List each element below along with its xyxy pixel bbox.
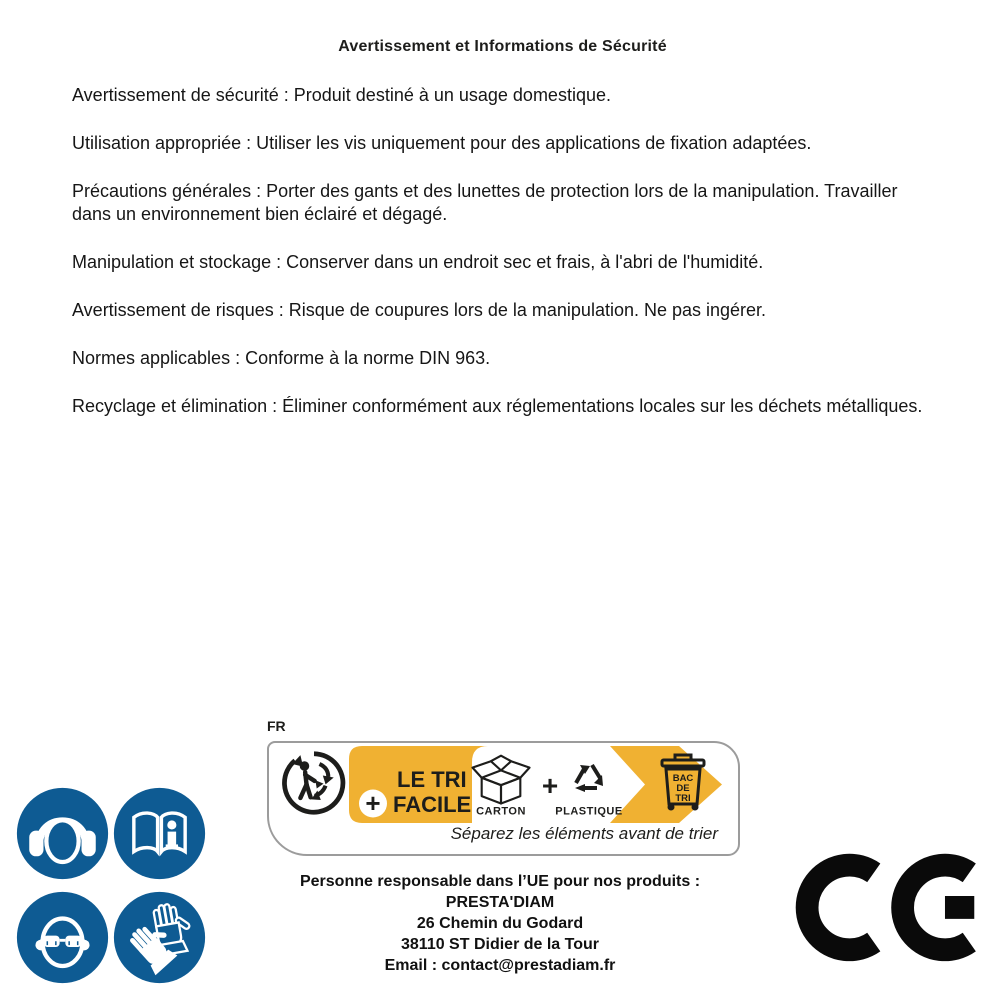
safety-paragraph: Avertissement de sécurité : Produit destiné à un usage domestique. bbox=[72, 85, 611, 105]
safety-icons-grid bbox=[15, 786, 210, 986]
country-code-label: FR bbox=[267, 718, 286, 734]
bin-label-line2: DE bbox=[676, 783, 690, 794]
infotri-plus-badge: + bbox=[365, 788, 381, 818]
materials-separator: + bbox=[541, 770, 559, 801]
sorting-banner bbox=[349, 746, 726, 823]
eu-address-block bbox=[250, 871, 750, 976]
city-line: 38110 ST Didier de la Tour bbox=[401, 936, 599, 953]
infotri-recycling-label bbox=[267, 741, 740, 856]
infotri-headline-line2: FACILE bbox=[393, 792, 472, 817]
safety-paragraph: Avertissement de risques : Risque de coupures lors de la manipulation. Ne pas ingérer. bbox=[72, 300, 767, 320]
triman-recycling-icon bbox=[280, 749, 348, 817]
read-instruction-manual-icon bbox=[112, 786, 207, 881]
responsible-person-line: Personne responsable dans l’UE pour nos produits : bbox=[299, 873, 701, 890]
infotri-headline-line1: LE TRI bbox=[397, 767, 467, 792]
material-label-plastique: PLASTIQUE bbox=[555, 805, 623, 818]
safety-paragraph: Utilisation appropriée : Utiliser les vis uniquement pour des applications de fixation adaptées. bbox=[72, 133, 812, 153]
wear-protective-gloves-icon bbox=[112, 890, 207, 985]
safety-paragraph: Précautions générales : Porter des gants et des lunettes de protection lors de la manipulation. Travailler dans un environnement bien éclairé et dégagé. bbox=[72, 181, 898, 224]
safety-paragraph: Recyclage et élimination : Éliminer conformément aux réglementations locales sur les déchets métalliques. bbox=[72, 396, 923, 416]
sorting-tagline: Séparez les éléments avant de trier bbox=[450, 824, 718, 843]
safety-paragraph: Normes applicables : Conforme à la norme DIN 963. bbox=[72, 348, 491, 368]
wear-ear-protection-icon bbox=[15, 786, 110, 881]
material-label-carton: CARTON bbox=[476, 805, 526, 818]
street-line: 26 Chemin du Godard bbox=[416, 915, 584, 932]
email-line: Email : contact@prestadiam.fr bbox=[384, 957, 616, 974]
bin-label-line3: TRI bbox=[675, 793, 691, 804]
safety-paragraphs bbox=[72, 84, 936, 443]
wear-eye-protection-icon bbox=[15, 890, 110, 985]
company-name: PRESTA'DIAM bbox=[445, 894, 555, 911]
ce-marking-logo bbox=[793, 838, 983, 978]
safety-paragraph: Manipulation et stockage : Conserver dans un endroit sec et frais, à l'abri de l'humidité. bbox=[72, 252, 764, 272]
page-title: Avertissement et Informations de Sécurité bbox=[338, 37, 667, 55]
bin-label-line1: BAC bbox=[672, 773, 694, 784]
